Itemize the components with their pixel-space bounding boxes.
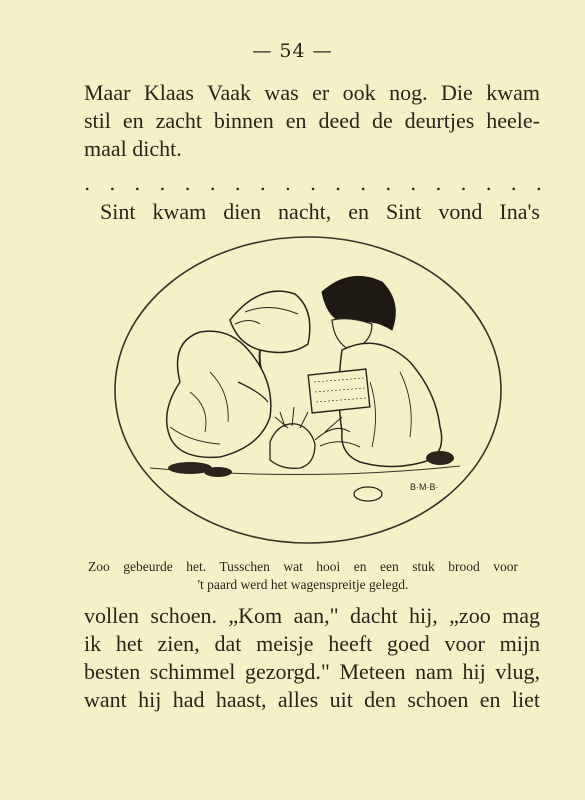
text-line: vollen schoen. „Kom aan," dacht hij, „zoo mag — [84, 603, 540, 628]
oval-frame — [115, 237, 501, 543]
illustration-drawing — [110, 232, 506, 548]
text-line: ik het zien, dat meisje heeft goed voor mijn — [84, 631, 540, 656]
text-line: besten schimmel gezorgd." Meteen nam hij vlug, — [84, 659, 540, 684]
caption-line: Zoo gebeurde het. Tusschen wat hooi en een stuk brood voor — [88, 559, 518, 574]
bread — [354, 487, 382, 501]
text-line: stil en zacht binnen en deed de deurtjes heele- — [84, 108, 540, 133]
text-line: maal dicht. — [84, 136, 182, 161]
artist-signature: B·M·B· — [410, 482, 439, 492]
page-number: — 54 — — [252, 40, 333, 62]
caption-line: 't paard werd het wagenspreitje gelegd. — [197, 577, 409, 592]
text-line: want hij had haast, alles uit den schoen en liet — [84, 687, 540, 712]
section-separator: . . . . . . . . . . . . . . . . . . . — [84, 171, 542, 195]
text-line: Maar Klaas Vaak was er ook nog. Die kwam — [84, 80, 540, 105]
illustration — [110, 232, 506, 548]
text-line: Sint kwam dien nacht, en Sint vond Ina's — [100, 199, 540, 224]
shoe-center — [270, 424, 315, 469]
